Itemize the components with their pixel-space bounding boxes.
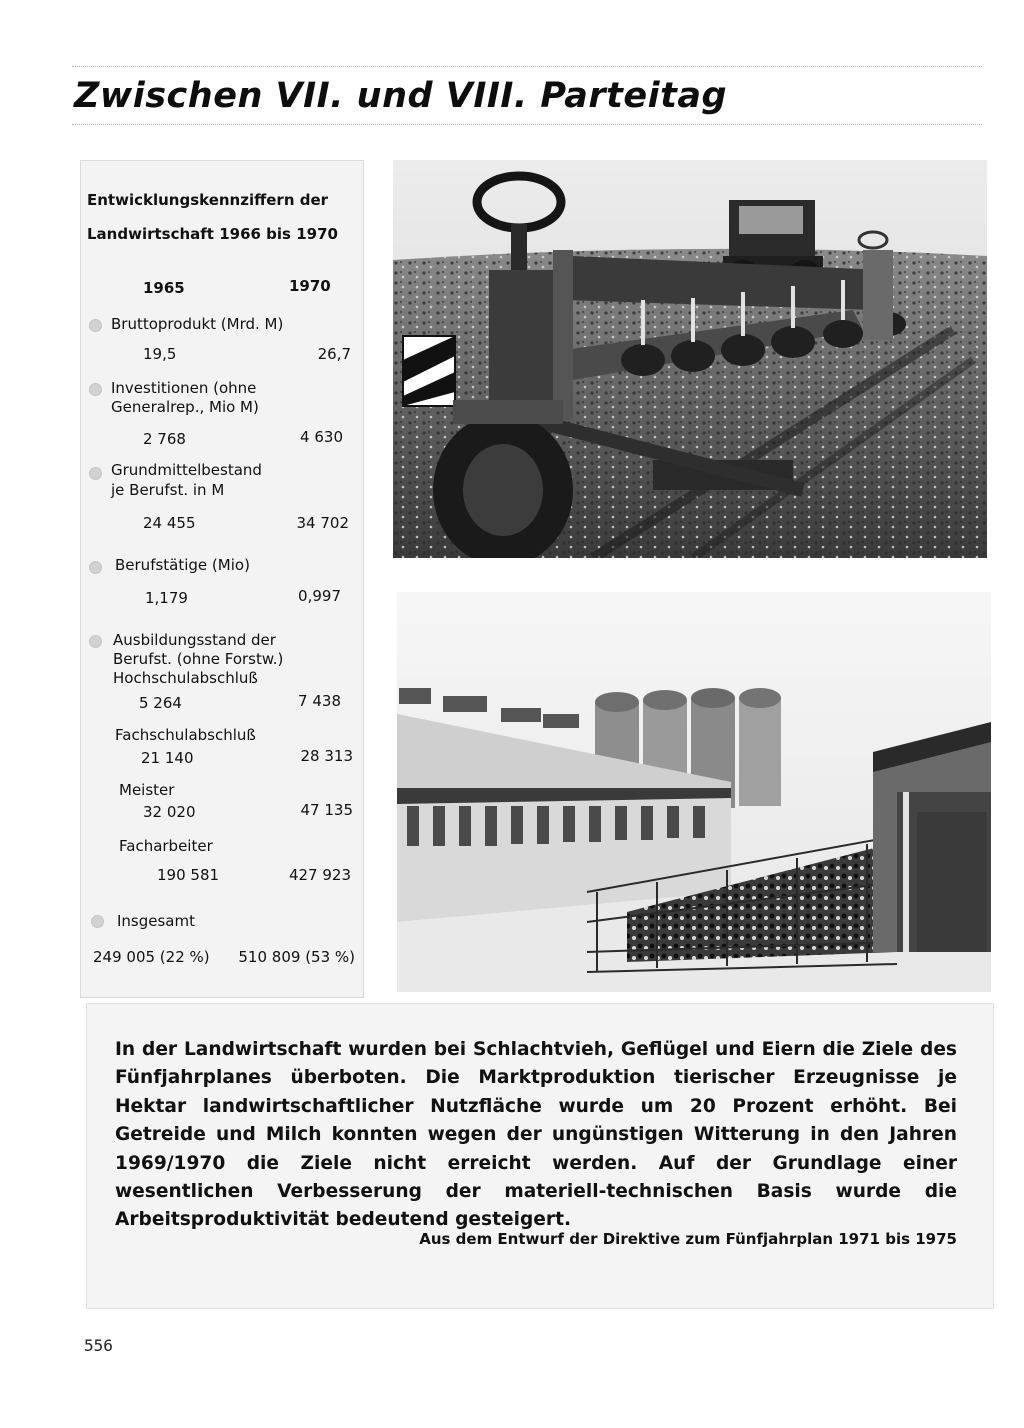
row-value-1965: 21 140 (141, 749, 194, 767)
row-value-1970: 427 923 (288, 866, 351, 884)
row-value-1965: 2 768 (143, 430, 186, 448)
bullet-icon (89, 635, 102, 648)
row-label-insgesamt: Insgesamt (117, 912, 195, 930)
row-value-1970: 26,7 (317, 345, 351, 363)
row-label-grundmittel: Grundmittelbestand (111, 461, 262, 479)
livestock-barn-photo (397, 592, 991, 992)
row-value-1970: 28 313 (300, 747, 353, 765)
row-value-1965: 19,5 (143, 345, 177, 363)
row-label-fachschule: Fachschulabschluß (115, 726, 256, 744)
col-header-1965: 1965 (143, 279, 185, 297)
row-value-1970: 7 438 (298, 692, 341, 710)
livestock-barn-image (397, 592, 991, 992)
stats-panel (80, 160, 364, 998)
row-value-1965: 1,179 (145, 589, 188, 607)
row-label-bruttoprodukt: Bruttoprodukt (Mrd. M) (111, 315, 284, 333)
page-number: 556 (84, 1336, 113, 1355)
stats-heading-2: Landwirtschaft 1966 bis 1970 (87, 225, 338, 243)
quote-box (86, 1003, 994, 1309)
page-title: Zwischen VII. und VIII. Parteitag (74, 76, 728, 116)
row-value-1970: 34 702 (296, 514, 349, 532)
row-label-berufstaetige: Berufstätige (Mio) (115, 556, 250, 574)
row-label-hochschule: Hochschulabschluß (113, 669, 258, 687)
bullet-icon (89, 383, 102, 396)
bullet-icon (89, 467, 102, 480)
row-value-1970: 0,997 (298, 587, 341, 605)
col-header-1970: 1970 (289, 277, 331, 295)
row-value-1970: 47 135 (300, 801, 353, 819)
row-value-1965: 24 455 (143, 514, 196, 532)
row-value-1965: 32 020 (143, 803, 196, 821)
bullet-icon (89, 561, 102, 574)
stats-heading: Entwicklungskennziffern der (87, 191, 329, 209)
title-underline (72, 124, 982, 125)
row-value-1965: 5 264 (139, 694, 182, 712)
row-value-1965: 190 581 (157, 866, 220, 884)
tractor-plough-image (393, 160, 987, 558)
row-value-1965: 249 005 (22 %) (93, 948, 210, 966)
row-label-investitionen: Investitionen (ohne (111, 379, 257, 397)
bullet-icon (89, 319, 102, 332)
quote-source: Aus dem Entwurf der Direktive zum Fünfjahrplan 1971 bis 1975 (419, 1230, 957, 1248)
tractor-plough-photo (393, 160, 987, 558)
row-value-1970: 4 630 (300, 428, 343, 446)
top-rule (72, 66, 982, 67)
row-label-ausbildung: Ausbildungsstand der (113, 631, 276, 649)
quote-text: In der Landwirtschaft wurden bei Schlachtvieh, Geflügel und Eiern die Ziele des Fünfjahrplanes überboten. Die Marktproduktion tierischer Erzeugnisse je Hektar landwirtschaftlicher Nutzfläche wurde um 20 Prozent erhöht. Bei Getreide und Milch konnten wegen der ungünstigen Witterung in den Jahren 1969/1970 die Ziele nicht erreicht werden. Auf der Grundlage einer wesentlichen Verbesserung der materiell-technischen Basis wurde die Arbeitsproduktivität bedeutend gesteigert. (115, 1039, 957, 1231)
row-value-1970: 510 809 (53 %) (238, 948, 355, 966)
row-label-grundmittel-2: je Berufst. in M (111, 481, 225, 499)
row-label-investitionen-2: Generalrep., Mio M) (111, 398, 259, 416)
row-label-meister: Meister (119, 781, 175, 799)
row-label-ausbildung-2: Berufst. (ohne Forstw.) (113, 650, 284, 668)
bullet-icon (91, 915, 104, 928)
row-label-facharbeiter: Facharbeiter (119, 837, 213, 855)
